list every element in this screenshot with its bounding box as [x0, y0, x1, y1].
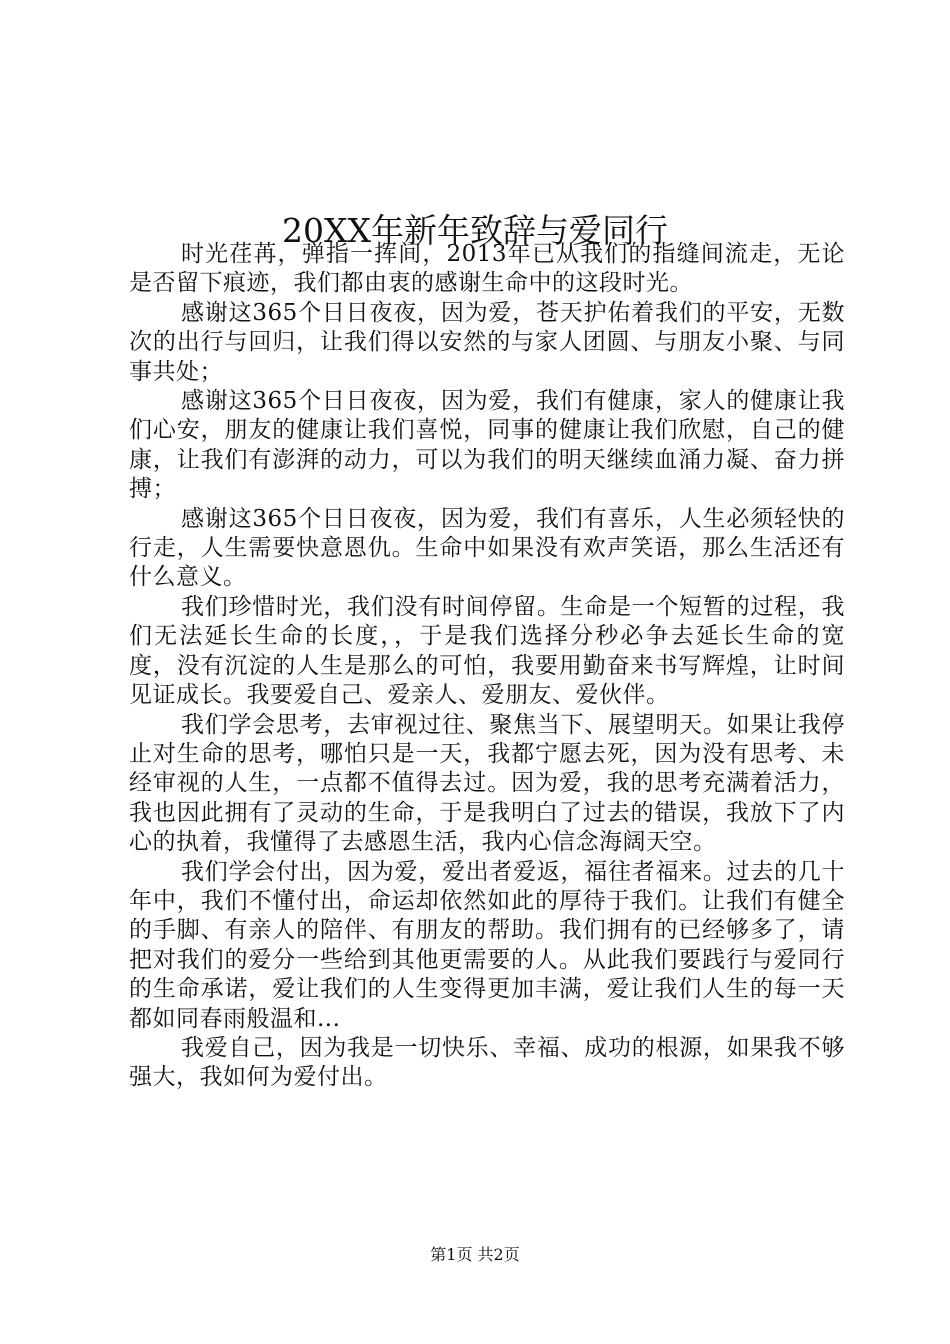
paragraph-2: 感谢这365个日日夜夜，因为爱，苍天护佑着我们的平安，无数次的出行与回归，让我们得以安然的与家人团圆、与朋友小聚、与同事共处； [129, 299, 845, 385]
document-title: 20XX年新年致辞与爱同行 [282, 211, 668, 251]
paragraph-3: 感谢这365个日日夜夜，因为爱，我们有健康，家人的健康让我们心安，朋友的健康让我们喜悦，同事的健康让我们欣慰，自己的健康，让我们有澎湃的动力，可以为我们的明天继续血涌力凝、奋力拼搏； [129, 388, 845, 503]
paragraph-1: 时光荏苒，弹指一挥间，2013年已从我们的指缝间流走，无论是否留下痕迹，我们都由衷的感谢生命中的这段时光。 [129, 241, 845, 297]
paragraph-5: 我们珍惜时光，我们没有时间停留。生命是一个短暂的过程，我们无法延长生命的长度，，于是我们选择分秒必争去延长生命的宽度，没有沉淀的人生是那么的可怕，我要用勤奋来书写辉煌，让时间见证成长。我要爱自己、爱亲人、爱朋友、爱伙伴。 [129, 593, 845, 709]
paragraph-4: 感谢这365个日日夜夜，因为爱，我们有喜乐，人生必须轻快的行走，人生需要快意恩仇。生命中如果没有欢声笑语，那么生活还有什么意义。 [129, 505, 845, 591]
paragraph-6: 我们学会思考，去审视过往、聚焦当下、展望明天。如果让我停止对生命的思考，哪怕只是一天，我都宁愿去死，因为没有思考、未经审视的人生，一点都不值得去过。因为爱，我的思考充满着活力，我也因此拥有了灵动的生命，于是我明白了过去的错误，我放下了内心的执着，我懂得了去感恩生活，我内心信念海阔天空。 [129, 711, 845, 856]
paragraph-7: 我们学会付出，因为爱，爱出者爱返，福往者福来。过去的几十年中，我们不懂付出，命运却依然如此的厚待于我们。让我们有健全的手脚、有亲人的陪伴、有朋友的帮助。我们拥有的已经够多了，请把对我们的爱分一些给到其他更需要的人。从此我们要践行与爱同行的生命承诺，爱让我们的人生变得更加丰满，爱让我们人生的每一天都如同春雨般温和... [129, 858, 845, 1032]
paragraph-8: 我爱自己，因为我是一切快乐、幸福、成功的根源，如果我不够强大，我如何为爱付出。 [129, 1034, 845, 1091]
document-body [129, 240, 845, 1093]
page-number-footer: 第1页 共2页 [430, 1245, 520, 1264]
